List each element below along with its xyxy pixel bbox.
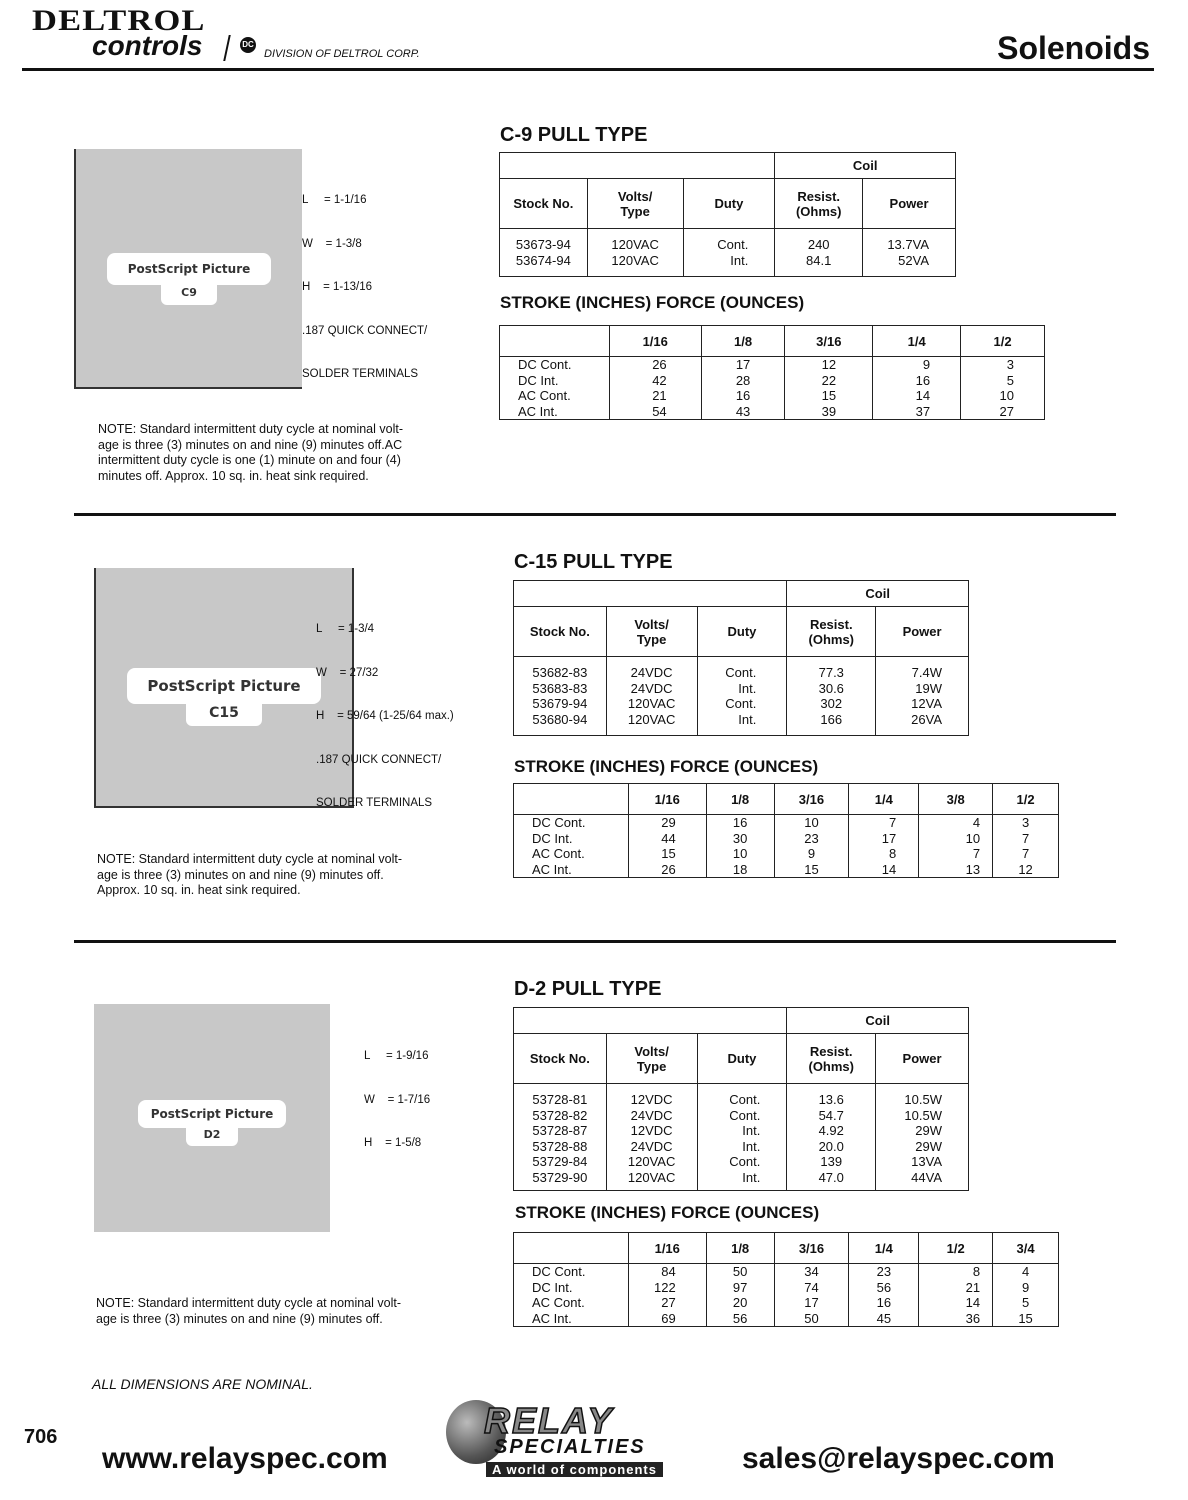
stock-cell: 53728-87 — [532, 1123, 588, 1139]
type-label: Type — [636, 631, 667, 647]
page-number: 706 — [24, 1426, 58, 1448]
stroke-col-header: 1/8 — [701, 326, 785, 357]
power-cell: 26VA — [911, 711, 942, 727]
stroke-cell: 9 — [1021, 1279, 1030, 1295]
stroke-cell: 122 — [654, 1279, 676, 1295]
stroke-cell: 4 — [1021, 1264, 1030, 1279]
stock-no-header: Stock No. — [514, 607, 607, 657]
stroke-cell: 22 — [821, 372, 837, 388]
resist-label: Resist. — [809, 616, 853, 632]
d2-title: D-2 PULL TYPE — [514, 978, 662, 1000]
resist-cell: 84.1 — [806, 252, 832, 268]
row-label: AC Int. — [518, 403, 558, 419]
duty-cell: Cont. — [725, 665, 757, 680]
stroke-col-header: 3/4 — [993, 1233, 1059, 1264]
stroke-cell: 15 — [661, 846, 676, 862]
stock-cell: 53683-83 — [532, 680, 588, 696]
duty-cell: Cont. — [717, 237, 749, 252]
stroke-cell: 50 — [804, 1310, 819, 1326]
stroke-cell: 37 — [915, 403, 931, 419]
stroke-column — [919, 815, 993, 878]
duty-header: Duty — [697, 607, 787, 657]
stroke-cell: 16 — [876, 1295, 892, 1311]
stroke-cell: 23 — [876, 1264, 892, 1279]
stock-column — [514, 657, 607, 736]
resist-column — [787, 1084, 876, 1191]
duty-cell: Cont. — [729, 1107, 761, 1123]
dim-line: L = 1-3/4 — [316, 623, 375, 635]
dimensions-note: ALL DIMENSIONS ARE NOMINAL. — [92, 1376, 313, 1392]
stroke-column — [706, 1264, 774, 1327]
logo-tagline: A world of components — [486, 1462, 663, 1477]
stroke-cell: 14 — [915, 388, 931, 404]
volts-column — [606, 1084, 697, 1191]
type-label: Type — [620, 203, 650, 219]
d2-picture-label: PostScript Picture — [138, 1100, 286, 1128]
volts-column — [606, 657, 697, 736]
stroke-column — [873, 357, 961, 420]
stock-cell: 53682-83 — [532, 665, 588, 680]
volts-label: Volts/ — [634, 616, 669, 632]
power-cell: 13VA — [911, 1154, 942, 1170]
resist-header — [787, 607, 876, 657]
stroke-cell: 17 — [804, 1295, 819, 1311]
power-cell: 7.4W — [911, 665, 942, 680]
volts-cell: 24VDC — [630, 680, 673, 696]
c9-title: C-9 PULL TYPE — [500, 124, 648, 146]
stroke-cell: 44 — [661, 830, 676, 846]
stock-cell: 53674-94 — [515, 252, 571, 268]
division-text: DIVISION OF DELTROL CORP. — [264, 48, 420, 60]
duty-column — [697, 1084, 787, 1191]
stock-no-header: Stock No. — [500, 179, 588, 229]
stroke-cell: 3 — [1006, 357, 1014, 372]
resist-cell: 302 — [820, 696, 843, 712]
d2-picture — [94, 1004, 330, 1232]
duty-header: Duty — [683, 179, 775, 229]
stroke-cell: 43 — [735, 403, 751, 419]
stroke-cell: 13 — [965, 861, 981, 877]
stroke-col-header: 3/16 — [774, 784, 849, 815]
power-header: Power — [876, 607, 969, 657]
resist-label: Resist. — [797, 188, 841, 204]
page-title: Solenoids — [997, 30, 1150, 66]
section-separator — [74, 513, 1116, 516]
stroke-cell: 10 — [999, 388, 1014, 404]
duty-cell: Int. — [742, 1169, 761, 1185]
stroke-column — [993, 815, 1059, 878]
stroke-cell: 15 — [1018, 1310, 1033, 1326]
power-column — [876, 1084, 969, 1191]
volts-cell: 120VAC — [627, 1154, 676, 1170]
stroke-column — [849, 1264, 919, 1327]
brand-divider — [223, 35, 231, 61]
power-header: Power — [863, 179, 956, 229]
resist-cell: 240 — [807, 237, 830, 252]
stroke-col-header: 3/16 — [774, 1233, 849, 1264]
stroke-col-header: 1/16 — [628, 784, 706, 815]
stroke-cell: 34 — [804, 1264, 819, 1279]
stroke-cell: 8 — [972, 1264, 981, 1279]
stroke-cell: 14 — [965, 1295, 981, 1311]
c15-title: C-15 PULL TYPE — [514, 551, 673, 573]
stroke-cell: 28 — [735, 372, 751, 388]
row-label: DC Int. — [518, 372, 559, 388]
row-label: AC Cont. — [518, 388, 571, 404]
c15-note: NOTE: Standard intermittent duty cycle at nominal volt-age is three (3) minutes on and nine (9) minutes off. Approx. 10 sq. in. heat sink required. — [97, 852, 402, 897]
stroke-column — [706, 815, 774, 878]
stroke-cell: 50 — [732, 1264, 748, 1279]
brand-deltrol: DELTROL — [32, 4, 206, 37]
volts-type-header — [606, 607, 697, 657]
d2-dimensions — [364, 1020, 430, 1165]
duty-cell: Cont. — [725, 696, 757, 712]
stroke-cell: 56 — [876, 1279, 892, 1295]
c9-picture-label: PostScript Picture — [107, 253, 271, 285]
ohms-label: (Ohms) — [808, 1058, 854, 1074]
type-label: Type — [636, 1058, 667, 1074]
duty-column — [697, 657, 787, 736]
volts-cell: 12VDC — [630, 1123, 673, 1139]
power-column — [876, 657, 969, 736]
stroke-cell: 54 — [652, 403, 667, 419]
c9-note: NOTE: Standard intermittent duty cycle at nominal volt-age is three (3) minutes on and nine (9) minutes off.AC intermittent duty cycle is one (1) minute on and four (4) minutes off. Approx. 10 sq. in. heat sink required. — [98, 422, 403, 483]
power-column — [863, 229, 956, 277]
stock-no-header: Stock No. — [514, 1034, 607, 1084]
stroke-column — [849, 815, 919, 878]
resist-cell: 20.0 — [818, 1138, 844, 1154]
volts-cell: 24VDC — [630, 1138, 673, 1154]
stroke-cell: 30 — [732, 830, 748, 846]
stock-cell: 53679-94 — [532, 696, 588, 712]
d2-stroke-table — [513, 1232, 1059, 1327]
row-label: DC Cont. — [518, 357, 572, 372]
dim-line: H = 1-13/16 — [302, 281, 372, 293]
c15-stroke-table — [513, 783, 1059, 878]
d2-note: NOTE: Standard intermittent duty cycle at nominal volt-age is three (3) minutes on and nine (9) minutes off. — [96, 1296, 401, 1326]
power-header: Power — [876, 1034, 969, 1084]
row-label: DC Int. — [532, 830, 573, 846]
power-cell: 10.5W — [904, 1092, 942, 1107]
dim-line: SOLDER TERMINALS — [316, 797, 433, 809]
duty-header: Duty — [697, 1034, 787, 1084]
c15-dimensions — [316, 593, 454, 825]
stock-column — [500, 229, 588, 277]
stroke-cell: 7 — [1021, 830, 1030, 846]
volts-cell: 120VAC — [611, 252, 659, 268]
logo-specialties-text: SPECIALTIES — [494, 1436, 646, 1458]
stroke-cell: 5 — [1006, 372, 1014, 388]
stroke-cell: 4 — [972, 815, 981, 830]
stroke-cell: 26 — [661, 861, 676, 877]
stroke-col-header: 1/4 — [849, 1233, 919, 1264]
resist-cell: 47.0 — [818, 1169, 844, 1185]
resist-header — [775, 179, 863, 229]
volts-cell: 24VDC — [630, 665, 673, 680]
logo-relay-text: RELAY — [484, 1400, 614, 1441]
volts-cell: 24VDC — [630, 1107, 673, 1123]
dim-line: W = 1-3/8 — [302, 237, 362, 250]
stroke-cell: 9 — [922, 357, 931, 372]
stroke-column — [993, 1264, 1059, 1327]
stroke-cell: 56 — [732, 1310, 748, 1326]
c9-stroke-title: STROKE (INCHES) FORCE (OUNCES) — [500, 293, 805, 312]
stroke-col-header: 1/2 — [993, 784, 1059, 815]
power-cell: 10.5W — [904, 1107, 942, 1123]
row-label: AC Int. — [532, 1310, 572, 1326]
stroke-cell: 12 — [821, 357, 837, 372]
stroke-col-header: 1/2 — [919, 1233, 993, 1264]
stroke-corner — [500, 326, 610, 357]
c9-dimensions — [302, 164, 427, 396]
stroke-cell: 15 — [821, 388, 837, 404]
header-rule — [22, 68, 1154, 71]
duty-cell: Int. — [730, 252, 749, 268]
stock-cell: 53680-94 — [532, 711, 588, 727]
dim-line: L = 1-9/16 — [364, 1050, 429, 1062]
duty-cell: Cont. — [729, 1092, 761, 1107]
stroke-cell: 10 — [804, 815, 819, 830]
volts-label: Volts/ — [634, 1043, 669, 1059]
row-label: AC Cont. — [532, 846, 585, 862]
resist-label: Resist. — [809, 1043, 853, 1059]
stroke-cell: 8 — [889, 846, 897, 862]
resist-cell: 166 — [820, 711, 843, 727]
resist-cell: 30.6 — [818, 680, 844, 696]
dim-line: SOLDER TERMINALS — [302, 368, 419, 380]
c9-spec-table — [499, 152, 956, 277]
coil-header: Coil — [787, 1008, 969, 1034]
stroke-cell: 14 — [881, 861, 897, 877]
d2-picture-sub: D2 — [186, 1128, 238, 1146]
stroke-cell: 21 — [652, 388, 667, 404]
stroke-cell: 39 — [821, 403, 837, 419]
stock-cell: 53729-90 — [532, 1169, 588, 1185]
coil-header: Coil — [787, 581, 969, 607]
stroke-cell: 16 — [732, 815, 748, 830]
c15-picture-label: PostScript Picture — [127, 668, 321, 704]
stroke-cell: 10 — [732, 846, 748, 862]
ohms-label: (Ohms) — [808, 631, 855, 647]
c9-picture — [74, 149, 302, 389]
power-cell: 19W — [915, 680, 942, 696]
stroke-column — [961, 357, 1045, 420]
dim-line: .187 QUICK CONNECT/ — [316, 753, 442, 766]
stroke-column — [774, 1264, 849, 1327]
resist-header — [787, 1034, 876, 1084]
power-cell: 29W — [915, 1138, 942, 1154]
coil-header: Coil — [775, 153, 956, 179]
power-cell: 12VA — [911, 696, 942, 712]
stroke-cell: 18 — [732, 861, 748, 877]
duty-cell: Cont. — [729, 1154, 761, 1170]
stock-cell: 53673-94 — [515, 237, 571, 252]
volts-cell: 120VAC — [627, 711, 676, 727]
power-cell: 44VA — [911, 1169, 942, 1185]
stroke-column — [628, 1264, 706, 1327]
volts-type-header — [606, 1034, 697, 1084]
stroke-cell: 20 — [732, 1295, 748, 1311]
stock-cell: 53728-81 — [532, 1092, 588, 1107]
stroke-cell: 16 — [735, 388, 751, 404]
stock-column — [514, 1084, 607, 1191]
power-cell: 13.7VA — [887, 237, 929, 252]
section-separator — [74, 940, 1116, 943]
resist-column — [775, 229, 863, 277]
stroke-cell: 5 — [1021, 1295, 1030, 1311]
stroke-col-header: 1/16 — [609, 326, 701, 357]
stroke-cell: 17 — [735, 357, 751, 372]
stroke-cell: 74 — [804, 1279, 819, 1295]
duty-cell: Int. — [742, 1138, 761, 1154]
c15-spec-table — [513, 580, 969, 736]
email-link[interactable]: sales@relayspec.com — [742, 1442, 1055, 1475]
volts-column — [587, 229, 683, 277]
stroke-column — [919, 1264, 993, 1327]
duty-cell: Int. — [738, 680, 757, 696]
stroke-cell: 7 — [972, 846, 981, 862]
stroke-cell: 97 — [732, 1279, 748, 1295]
stroke-corner — [514, 784, 629, 815]
row-label: AC Cont. — [532, 1295, 585, 1311]
stock-cell: 53728-82 — [532, 1107, 588, 1123]
stroke-cell: 36 — [965, 1310, 981, 1326]
stroke-cell: 29 — [661, 815, 676, 830]
stroke-cell: 15 — [804, 861, 819, 877]
stroke-cell: 17 — [881, 830, 897, 846]
stroke-column — [774, 815, 849, 878]
stroke-corner — [514, 1233, 629, 1264]
resist-cell: 139 — [820, 1154, 843, 1170]
stock-cell: 53729-84 — [532, 1154, 588, 1170]
stroke-cell: 3 — [1021, 815, 1030, 830]
d2-spec-table — [513, 1007, 969, 1191]
stroke-cell: 9 — [807, 846, 816, 862]
volts-cell: 120VAC — [627, 1169, 676, 1185]
stroke-cell: 27 — [999, 403, 1014, 419]
resist-cell: 77.3 — [818, 665, 844, 680]
power-cell: 52VA — [898, 252, 929, 268]
volts-label: Volts/ — [617, 188, 653, 204]
stroke-cell: 16 — [915, 372, 931, 388]
stroke-col-header: 1/8 — [706, 1233, 774, 1264]
stroke-cell: 10 — [965, 830, 981, 846]
c15-picture-sub: C15 — [186, 704, 262, 726]
resist-cell: 4.92 — [818, 1123, 844, 1139]
brand-dc-mark: DC — [240, 37, 256, 53]
duty-cell: Int. — [742, 1123, 761, 1139]
volts-cell: 120VAC — [627, 696, 676, 712]
relay-specialties-logo — [444, 1400, 694, 1480]
volts-cell: 12VDC — [630, 1092, 673, 1107]
dim-line: H = 1-5/8 — [364, 1137, 422, 1149]
resist-cell: 13.6 — [818, 1092, 844, 1107]
stroke-cell: 84 — [661, 1264, 676, 1279]
stroke-column — [628, 815, 706, 878]
stroke-cell: 12 — [1018, 861, 1033, 877]
stroke-label-column — [514, 815, 629, 878]
c15-stroke-title: STROKE (INCHES) FORCE (OUNCES) — [514, 757, 819, 776]
resist-cell: 54.7 — [818, 1107, 844, 1123]
stroke-cell: 45 — [876, 1310, 892, 1326]
c9-picture-sub: C9 — [161, 285, 217, 305]
row-label: DC Cont. — [532, 815, 586, 830]
resist-column — [787, 657, 876, 736]
dim-line: L = 1-1/16 — [302, 194, 367, 206]
stroke-col-header: 1/16 — [628, 1233, 706, 1264]
stroke-cell: 21 — [965, 1279, 981, 1295]
dim-line: W = 27/32 — [316, 666, 379, 679]
stroke-cell: 7 — [1021, 846, 1030, 862]
brand-controls: controls — [92, 30, 203, 61]
stroke-cell: 69 — [661, 1310, 676, 1326]
ohms-label: (Ohms) — [795, 203, 842, 219]
stroke-column — [701, 357, 785, 420]
stroke-col-header: 1/4 — [873, 326, 961, 357]
power-cell: 29W — [915, 1123, 942, 1139]
stroke-label-column — [514, 1264, 629, 1327]
dim-line: .187 QUICK CONNECT/ — [302, 324, 428, 337]
stroke-col-header: 3/16 — [785, 326, 873, 357]
stroke-cell: 7 — [889, 815, 897, 830]
stock-cell: 53728-88 — [532, 1138, 588, 1154]
stroke-cell: 26 — [652, 357, 667, 372]
stroke-col-header: 3/8 — [919, 784, 993, 815]
c9-stroke-table — [499, 325, 1045, 420]
stroke-cell: 42 — [652, 372, 667, 388]
row-label: DC Cont. — [532, 1264, 586, 1279]
duty-column — [683, 229, 775, 277]
stroke-column — [609, 357, 701, 420]
stroke-cell: 27 — [661, 1295, 676, 1311]
row-label: DC Int. — [532, 1279, 573, 1295]
dim-line: W = 1-7/16 — [364, 1093, 431, 1106]
duty-cell: Int. — [738, 711, 757, 727]
c15-picture — [94, 568, 354, 808]
dim-line: H = 59/64 (1-25/64 max.) — [316, 710, 454, 722]
stroke-col-header: 1/8 — [706, 784, 774, 815]
stroke-col-header: 1/2 — [961, 326, 1045, 357]
stroke-label-column — [500, 357, 610, 420]
website-link[interactable]: www.relayspec.com — [102, 1442, 388, 1475]
d2-stroke-title: STROKE (INCHES) FORCE (OUNCES) — [515, 1203, 820, 1222]
volts-type-header — [587, 179, 683, 229]
stroke-col-header: 1/4 — [849, 784, 919, 815]
stroke-column — [785, 357, 873, 420]
volts-cell: 120VAC — [611, 237, 659, 252]
row-label: AC Int. — [532, 861, 572, 877]
stroke-cell: 23 — [804, 830, 819, 846]
